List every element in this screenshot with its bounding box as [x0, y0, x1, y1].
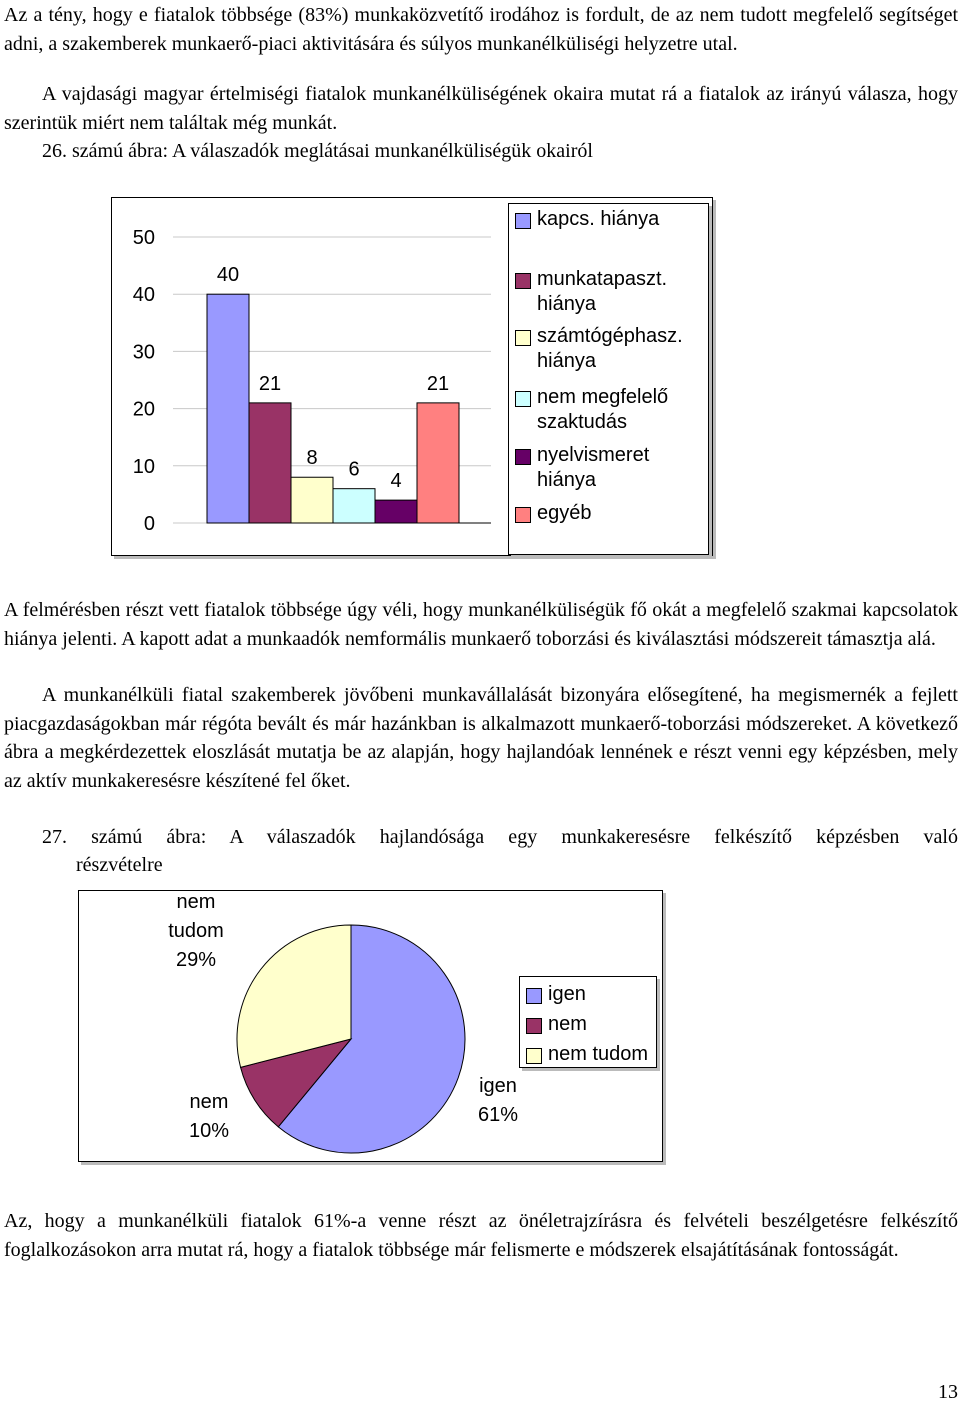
- legend-swatch: [515, 273, 531, 289]
- paragraph-reasons: A vajdasági magyar értelmiségi fiatalok munkanélküliségének okaira mutat rá a fiatalok az irányú válasza, hogy szerintük miért nem találtak még munkát.: [4, 83, 958, 134]
- pie-slice-label: 10%: [188, 1120, 230, 1142]
- legend-swatch: [515, 330, 531, 346]
- bar-value-label: 21: [426, 372, 450, 395]
- legend-swatch: [515, 507, 531, 523]
- legend-label: számtógéphasz. hiánya: [537, 325, 683, 372]
- legend-label: munkatapaszt. hiánya: [537, 268, 668, 315]
- page-number: 13: [938, 1381, 958, 1403]
- y-tick-label: 50: [132, 227, 155, 249]
- bar-value-label: 8: [306, 447, 318, 470]
- pie-slice-label: nem: [189, 1091, 229, 1113]
- bar: [417, 403, 459, 523]
- bar: [249, 403, 291, 523]
- paragraph-conclusion: Az, hogy a munkanélküli fiatalok 61%-a venne részt az önéletrajzírásra és felvételi beszélgetésre felkészítő foglalkozásokon arra mutat rá, hogy a fiatalok többsége már felismerte e módszerek elsajátításának fontosságát.: [4, 1210, 958, 1261]
- legend-swatch: [526, 1048, 542, 1064]
- y-tick-label: 20: [132, 398, 155, 421]
- legend-swatch: [515, 449, 531, 465]
- pie-slice-label: 61%: [477, 1104, 519, 1126]
- legend-label: nem tudom: [548, 1043, 649, 1065]
- bar: [207, 294, 249, 523]
- pie-slice-label: nem: [176, 891, 216, 913]
- legend-swatch: [526, 988, 542, 1004]
- bar-chart-legend: [508, 203, 709, 555]
- figure-26-caption: 26. számú ábra: A válaszadók meglátásai munkanélküliségük okairól: [42, 140, 593, 162]
- bar-value-label: 40: [216, 264, 240, 287]
- bar-value-label: 21: [258, 372, 282, 395]
- legend-label: nyelvismeret hiánya: [537, 444, 650, 491]
- bar: [333, 489, 375, 523]
- paragraph-training: A munkanélküli fiatal szakemberek jövőbeni munkavállalását bizonyára elősegítené, ha megismernék a fejlett piacgazdaságokban már régóta bevált és már hazánkban is alkalmazott munkaerő-toborzási módszereket. A következő ábra a megkérdezettek eloszlását mutatja be az alapján, hogy hajlandóak lennének e részt venni egy képzésben, mely az aktív munkakeresésre készítené fel őket.: [4, 684, 958, 792]
- bar-chart: [111, 197, 511, 554]
- bar: [291, 477, 333, 523]
- pie-chart-legend: [519, 976, 657, 1068]
- bar-value-label: 4: [390, 470, 402, 493]
- legend-label: nem megfelelő szaktudás: [537, 386, 669, 433]
- paragraph-intro: Az a tény, hogy e fiatalok többsége (83%) munkaközvetítő irodához is fordult, de az nem tudott megfelelő segítséget adni, a szakemberek munkaerő-piaci aktivitására és súlyos munkanélküliségi helyzetre utal.: [4, 4, 958, 55]
- legend-label: igen: [548, 983, 586, 1005]
- bar-value-label: 6: [348, 458, 360, 481]
- y-tick-label: 30: [132, 341, 155, 364]
- y-tick-label: 40: [132, 284, 155, 307]
- legend-label: kapcs. hiánya: [537, 208, 660, 230]
- pie-slice-label: 29%: [175, 949, 217, 971]
- paragraph-findings: A felmérésben részt vett fiatalok többsége úgy véli, hogy munkanélküliségük fő okát a megfelelő szakmai kapcsolatok hiánya jelenti. A kapott adat a munkaadók nemformális munkaerő toborzási és kiválasztási módszereit támasztja alá.: [4, 599, 958, 650]
- figure-27-caption-line2: részvételre: [76, 854, 163, 876]
- y-tick-label: 0: [143, 513, 155, 535]
- legend-label: egyéb: [537, 502, 592, 524]
- legend-label: nem: [548, 1013, 587, 1035]
- figure-27-caption: 27. számú ábra: A válaszadók hajlandósága egy munkakeresésre felkészítő képzésben való: [42, 826, 958, 848]
- legend-swatch: [515, 391, 531, 407]
- legend-swatch: [515, 213, 531, 229]
- y-tick-label: 10: [132, 455, 155, 478]
- legend-swatch: [526, 1018, 542, 1034]
- pie-slice-label: igen: [479, 1075, 517, 1097]
- bar: [375, 500, 417, 523]
- pie-slice-label: tudom: [168, 920, 224, 942]
